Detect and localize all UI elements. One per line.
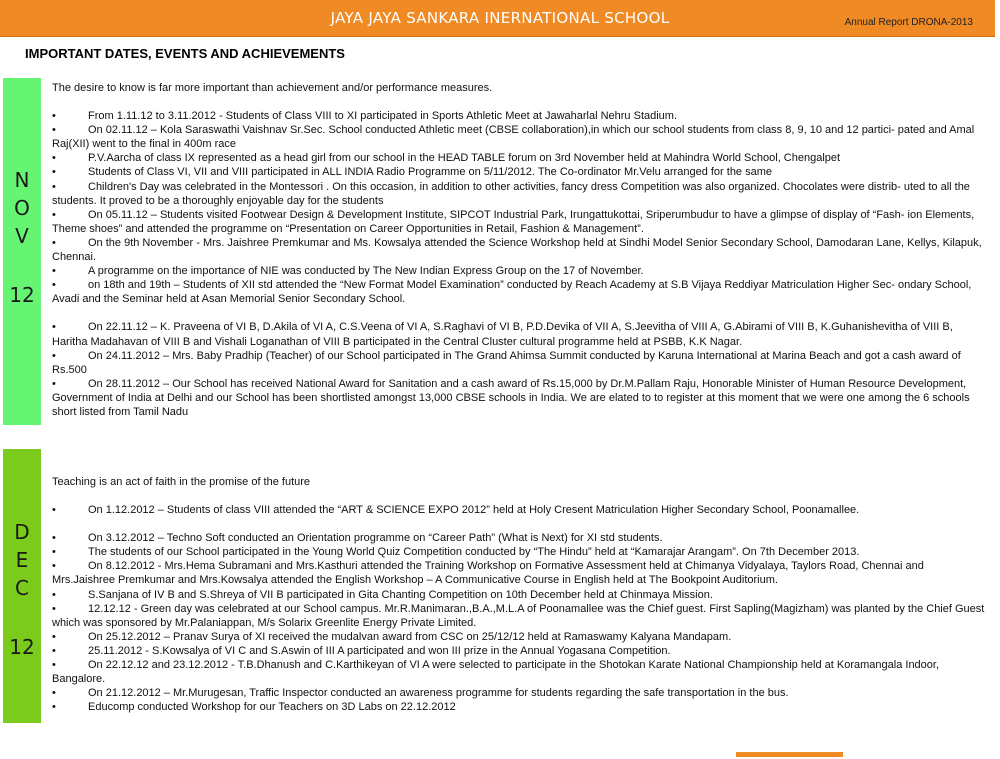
list-item-text: on 18th and 19th – Students of XII std attended the “New Format Model Examination” conducted by Reach Academy at S.B Vijaya Reddiyar Matriculation Higher Sec- ondary School, Avadi and the Seminar held at Asan Memorial Senior Secondary School. <box>52 279 972 306</box>
list-item-text: On 24.11.2012 – Mrs. Baby Pradhip (Teacher) of our School participated in The Grand Ahimsa Summit conducted by Karuna International at Marina Beach and got a cash award of Rs.500 <box>52 349 961 376</box>
bullet-icon: • <box>52 588 56 601</box>
list-item-text: From 1.11.12 to 3.11.2012 - Students of Class VIII to XI participated in Sports Athletic Meet at Jawaharlal Nehru Stadium. <box>88 110 678 123</box>
list-item-text: On 25.12.2012 – Pranav Surya of XI received the mudalvan award from CSC on 25/12/12 held at Ramaswamy Kalyana Mandapam. <box>88 630 732 643</box>
bullet-icon: • <box>52 265 56 278</box>
list-item-text: Educomp conducted Workshop for our Teachers on 3D Labs on 22.12.2012 <box>88 701 456 714</box>
month-letter: O <box>14 196 30 220</box>
list-item <box>52 644 987 658</box>
list-item-text: A programme on the importance of NIE was conducted by The New Indian Express Group on the 17 of November. <box>88 265 644 278</box>
footer-accent-line <box>736 752 843 757</box>
list-item <box>52 180 987 208</box>
list-item <box>52 278 987 306</box>
month-letter: D <box>14 520 30 544</box>
bullet-icon: • <box>52 644 56 657</box>
list-item-text: On 8.12.2012 - Mrs.Hema Subramani and Mrs.Kasthuri attended the Training Workshop on Formative Assessment held at Chimanya Vidyalaya, Taylors Road, Chennai and Mrs.Jaishree Premkumar and Mrs.Kowsalya attended the English Workshop – A Communicative Course in English held at The Bookpoint Auditorium. <box>52 560 924 587</box>
list-item-text: The students of our School participated in the Young World Quiz Competition conducted by “The Hindu” held at “Kamarajar Arangam”. On 7th December 2013. <box>88 546 860 559</box>
bullet-icon: • <box>52 659 56 672</box>
list-item-text: P.V.Aarcha of class IX represented as a head girl from our school in the HEAD TABLE forum on 3rd November held at Mahindra World School, Chengalpet <box>88 152 841 165</box>
list-item <box>52 658 987 686</box>
month-year: 12 <box>9 283 35 307</box>
list-item <box>52 151 987 165</box>
event-list <box>52 109 987 419</box>
list-item-text: On 28.11.2012 – Our School has received National Award for Sanitation and a cash award of Rs.15,000 by Dr.M.Pallam Raju, Honorable Minister of Human Resource Development, Government of India at Delhi and our School has been shortlisted amongst 13,000 CBSE schools in India. We are elated to to register at this moment that we were one among the 6 schools short listed from Tamil Nadu <box>52 377 970 418</box>
month-bar-dec <box>3 449 41 723</box>
list-item-text: 12.12.12 - Green day was celebrated at our School campus. Mr.R.Manimaran.,B.A.,M.L.A of Poonamallee was the Chief guest. First Sapling(Magizham) was planted by the Chief Guest which was sponsored by Mr.Palaniappan, M/s Solarix Greenlite Energy Private Limited. <box>52 602 985 629</box>
bullet-icon: • <box>52 152 56 165</box>
list-item <box>52 602 987 630</box>
nov-section <box>52 81 987 419</box>
section-quote: The desire to know is far more important than achievement and/or performance measures. <box>52 82 493 94</box>
month-letter: N <box>14 168 30 192</box>
list-item-text: Students of Class VI, VII and VIII participated in ALL INDIA Radio Programme on 5/11/2012. The Co-ordinator Mr.Velu arranged for the same <box>88 166 773 179</box>
bullet-icon: • <box>52 166 56 179</box>
list-item <box>52 588 987 602</box>
bullet-icon: • <box>52 532 56 545</box>
list-item-text: On 1.12.2012 – Students of class VIII attended the “ART & SCIENCE EXPO 2012” held at Holy Cresent Matriculation Higher Secondary School, Poonamallee. <box>88 504 860 517</box>
list-item-text: On 22.11.12 – K. Praveena of VI B, D.Akila of VI A, C.S.Veena of VI A, S.Raghavi of VI B, P.D.Devika of VII A, S.Jeevitha of VIII A, G.Abirami of VIII B, K.Guhanishevitha of VIII B, Haritha Madahavan of VIII B and Vishali Loganathan of VIII B participated in the Central Cluster cultural programme held at PSBB, K.K Nagar. <box>52 321 953 348</box>
list-item <box>52 320 987 348</box>
list-item-text: On 3.12.2012 – Techno Soft conducted an Orientation programme on “Career Path” (What is Next) for XI std students. <box>88 532 663 545</box>
list-item <box>52 700 987 714</box>
month-letter: C <box>15 576 29 600</box>
page-title: IMPORTANT DATES, EVENTS AND ACHIEVEMENTS <box>25 46 345 61</box>
list-item <box>52 208 987 236</box>
bullet-icon: • <box>52 321 56 334</box>
list-item <box>52 531 987 545</box>
month-bar-nov <box>3 78 41 425</box>
list-item <box>52 630 987 644</box>
bullet-icon: • <box>52 602 56 615</box>
list-item-text: On 22.12.12 and 23.12.2012 - T.B.Dhanush and C.Karthikeyan of VI A were selected to participate in the Shotokan Karate National Championship held at Koramangala Indoor, Bangalore. <box>52 659 940 686</box>
list-item-text: On 21.12.2012 – Mr.Murugesan, Traffic Inspector conducted an awareness programme for students regarding the safe transportation in the bus. <box>88 687 789 700</box>
list-item <box>52 349 987 377</box>
month-letters <box>3 518 41 602</box>
bullet-icon: • <box>52 377 56 390</box>
list-item <box>52 545 987 559</box>
bullet-icon: • <box>52 124 56 137</box>
list-item <box>52 264 987 278</box>
month-letter: E <box>15 548 29 572</box>
bullet-icon: • <box>52 560 56 573</box>
section-quote: Teaching is an act of faith in the promise of the future <box>52 476 311 488</box>
bullet-icon: • <box>52 687 56 700</box>
bullet-icon: • <box>52 180 56 193</box>
dec-section <box>52 475 987 714</box>
bullet-icon: • <box>52 208 56 221</box>
report-label: Annual Report DRONA-2013 <box>844 17 973 28</box>
bullet-icon: • <box>52 701 56 714</box>
list-item <box>52 686 987 700</box>
list-item-text: Children's Day was celebrated in the Montessori . On this occasion, in addition to other activities, fancy dress Competition was also organized. Chocolates were distrib- uted to all the students. It proved to be a thoroughly enjoyable day for the students <box>52 180 970 207</box>
bullet-icon: • <box>52 236 56 249</box>
bullet-icon: • <box>52 630 56 643</box>
list-item <box>52 123 987 151</box>
list-item <box>52 109 987 123</box>
list-item-text: 25.11.2012 - S.Kowsalya of VI C and S.Aswin of III A participated and won III prize in the Annual Yogasana Competition. <box>88 644 671 657</box>
list-item <box>52 165 987 179</box>
bullet-icon: • <box>52 504 56 517</box>
bullet-icon: • <box>52 279 56 292</box>
event-list <box>52 503 987 714</box>
month-year: 12 <box>9 635 35 659</box>
list-item-text: On 05.11.12 – Students visited Footwear Design & Development Institute, SIPCOT Industrial Park, Irungattukottai, Sriperumbudur to have a glimpse of display of “Fash- ion Elements, Theme shoes” and attended the programme on “Presentation on Career Opportunities in Retail, Fashion & Management”. <box>52 208 975 235</box>
bullet-icon: • <box>52 546 56 559</box>
month-letter: V <box>15 224 29 248</box>
list-item <box>52 377 987 419</box>
list-item-text: S.Sanjana of IV B and S.Shreya of VII B participated in Gita Chanting Competition on 10th December held at Chinmaya Mission. <box>88 588 713 601</box>
list-item <box>52 559 987 587</box>
list-item <box>52 236 987 264</box>
list-item <box>52 503 987 517</box>
bullet-icon: • <box>52 110 56 123</box>
bullet-icon: • <box>52 349 56 362</box>
list-item-text: On 02.11.12 – Kola Saraswathi Vaishnav Sr.Sec. School conducted Athletic meet (CBSE collaboration),in which our school students from class 8, 9, 10 and 12 partici- pated and Amal Raj(XII) went to the final in 400m race <box>52 124 975 151</box>
school-name: JAYA JAYA SANKARA INERNATIONAL SCHOOL <box>330 9 670 27</box>
month-letters <box>3 166 41 250</box>
header-bar <box>0 0 995 37</box>
list-item-text: On the 9th November - Mrs. Jaishree Premkumar and Ms. Kowsalya attended the Science Workshop held at Sindhi Model Senior Secondary School, Damodaran Lane, Kellys, Kilapuk, Chennai. <box>52 236 982 264</box>
